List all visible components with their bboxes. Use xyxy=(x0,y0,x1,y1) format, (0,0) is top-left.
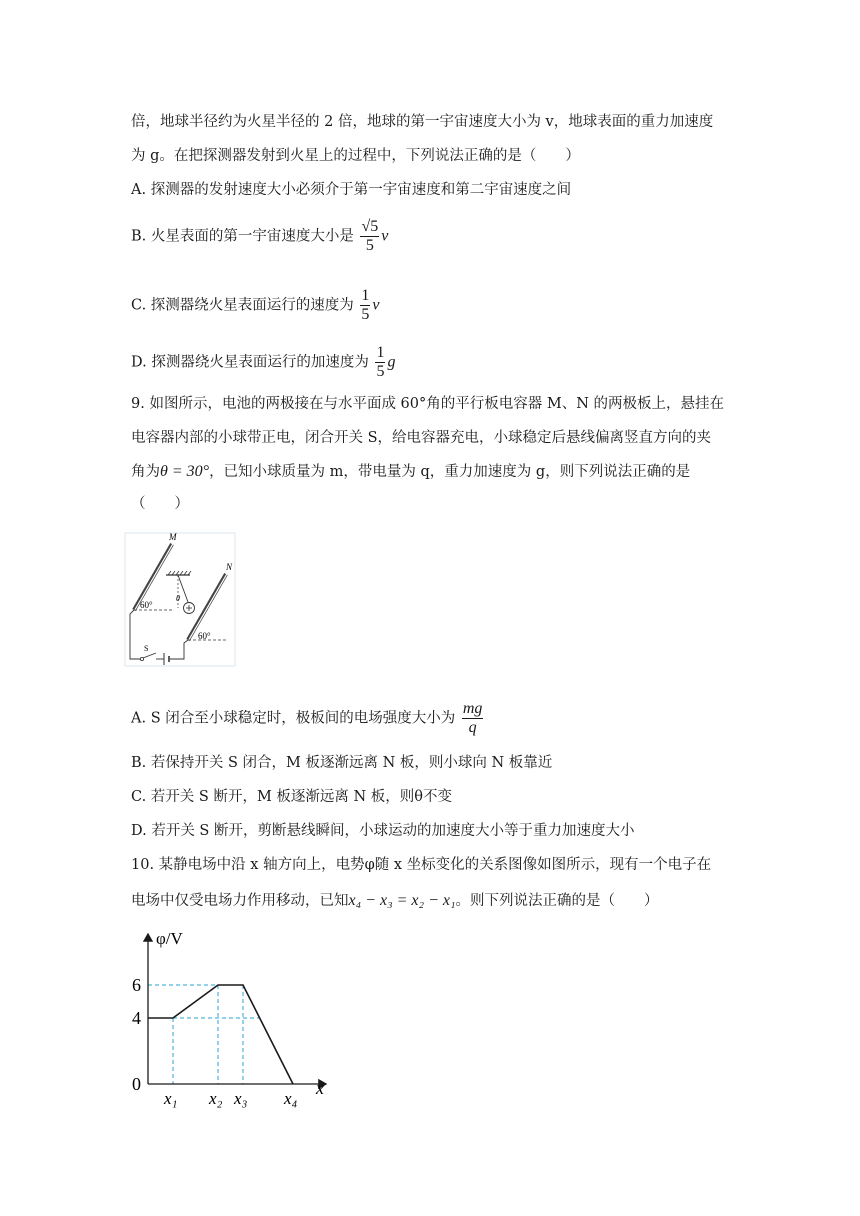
q8-option-d-fraction xyxy=(375,344,385,381)
q10-line-2-start: 电场中仅受电场力作用移动，已知 xyxy=(131,893,349,909)
q8-option-b-fraction xyxy=(360,218,379,255)
q8-option-a: A. 探测器的发射速度大小必须介于第一宇宙速度和第二宇宙速度之间 xyxy=(131,182,572,198)
wire-right xyxy=(170,640,188,659)
q8-option-d-denominator: 5 xyxy=(376,363,385,380)
capacitor-figure xyxy=(122,530,240,670)
y-axis-label: φ/V xyxy=(156,929,183,948)
y-tick-4: 4 xyxy=(132,1008,141,1028)
q9-option-d: D. 若开关 S 断开，剪断悬线瞬间，小球运动的加速度大小等于重力加速度大小 xyxy=(131,823,635,839)
theta-label: θ xyxy=(176,594,180,603)
angle-label-n: 60° xyxy=(198,631,211,641)
q10-line-2 xyxy=(131,891,659,911)
potential-series-line xyxy=(148,985,293,1084)
x-tick-1: x₁ xyxy=(164,1089,178,1108)
q8-line-2: 为 g。在把探测器发射到火星上的过程中，下列说法正确的是（ ） xyxy=(131,148,580,164)
q9-theta-formula: θ = 30° xyxy=(160,463,210,480)
q8-option-c xyxy=(131,287,380,324)
q9-line-3-end: ，已知小球质量为 m，带电量为 q，重力加速度为 g，则下列说法正确的是 xyxy=(209,464,691,480)
q9-option-a-denominator: q xyxy=(468,719,477,736)
chart-ticks xyxy=(132,975,298,1108)
x-axis-label: x xyxy=(316,1078,324,1098)
q8-option-c-numerator: 1 xyxy=(361,287,370,304)
q8-option-c-denominator: 5 xyxy=(361,306,370,323)
q10-line-1: 10. 某静电场中沿 x 轴方向上，电势φ随 x 坐标变化的关系图像如图所示，现有一个电子在 xyxy=(131,857,712,873)
label-m: M xyxy=(169,532,177,542)
q9-line-3-start: 角为 xyxy=(131,464,160,480)
switch-lever xyxy=(143,653,156,658)
label-n: N xyxy=(226,562,233,572)
q9-option-a-text: A. S 闭合至小球稳定时，极板间的电场强度大小为 xyxy=(131,710,456,727)
q9-option-a-numerator: mg xyxy=(462,700,483,717)
q8-option-d xyxy=(131,344,395,381)
q9-line-4: （ ） xyxy=(131,496,189,512)
q8-option-d-text: D. 探测器绕火星表面运行的加速度为 xyxy=(131,354,369,371)
q10-condition-formula: x₄ − x₃ = x₂ − x₁ xyxy=(348,892,456,909)
x-tick-2: x₂ xyxy=(209,1089,223,1108)
y-tick-6: 6 xyxy=(132,975,141,995)
q8-option-b-text: B. 火星表面的第一宇宙速度大小是 xyxy=(131,228,354,245)
potential-chart xyxy=(126,924,336,1108)
x-tick-4: x₄ xyxy=(284,1089,298,1108)
q9-line-2: 电容器内部的小球带正电，闭合开关 S，给电容器充电，小球稳定后悬线偏离竖直方向的夹 xyxy=(131,430,712,446)
q9-line-1: 9. 如图所示，电池的两极接在与水平面成 60°角的平行板电容器 M、N 的两极板上，悬挂在 xyxy=(131,396,725,412)
q8-option-c-fraction xyxy=(360,287,370,324)
wire-left xyxy=(130,610,142,659)
q8-option-c-variable: v xyxy=(372,296,380,314)
q8-option-b-denominator: 5 xyxy=(365,237,374,254)
q8-option-d-variable: g xyxy=(387,353,396,371)
q8-option-c-text: C. 探测器绕火星表面运行的速度为 xyxy=(131,297,354,314)
q9-option-b: B. 若保持开关 S 闭合，M 板逐渐远离 N 板，则小球向 N 板靠近 xyxy=(131,755,553,771)
chart-guides xyxy=(148,985,259,1084)
q8-option-d-numerator: 1 xyxy=(376,344,385,361)
q9-option-a xyxy=(131,700,485,737)
q9-option-c: C. 若开关 S 断开，M 板逐渐远离 N 板，则θ不变 xyxy=(131,789,453,805)
q9-option-a-fraction xyxy=(462,700,484,737)
y-tick-0: 0 xyxy=(132,1074,141,1094)
q9-line-3 xyxy=(131,462,690,482)
q8-option-b xyxy=(131,218,388,255)
x-tick-3: x₃ xyxy=(234,1089,248,1108)
q8-option-b-numerator: √5 xyxy=(361,218,379,235)
q8-line-1: 倍，地球半径约为火星半径的 2 倍，地球的第一宇宙速度大小为 v，地球表面的重力加速度 xyxy=(131,114,714,130)
angle-label-m: 60° xyxy=(140,600,153,610)
q8-option-b-variable: v xyxy=(381,227,389,245)
q10-line-2-end: 。则下列说法正确的是（ ） xyxy=(455,893,659,909)
switch-label: S xyxy=(144,644,149,653)
